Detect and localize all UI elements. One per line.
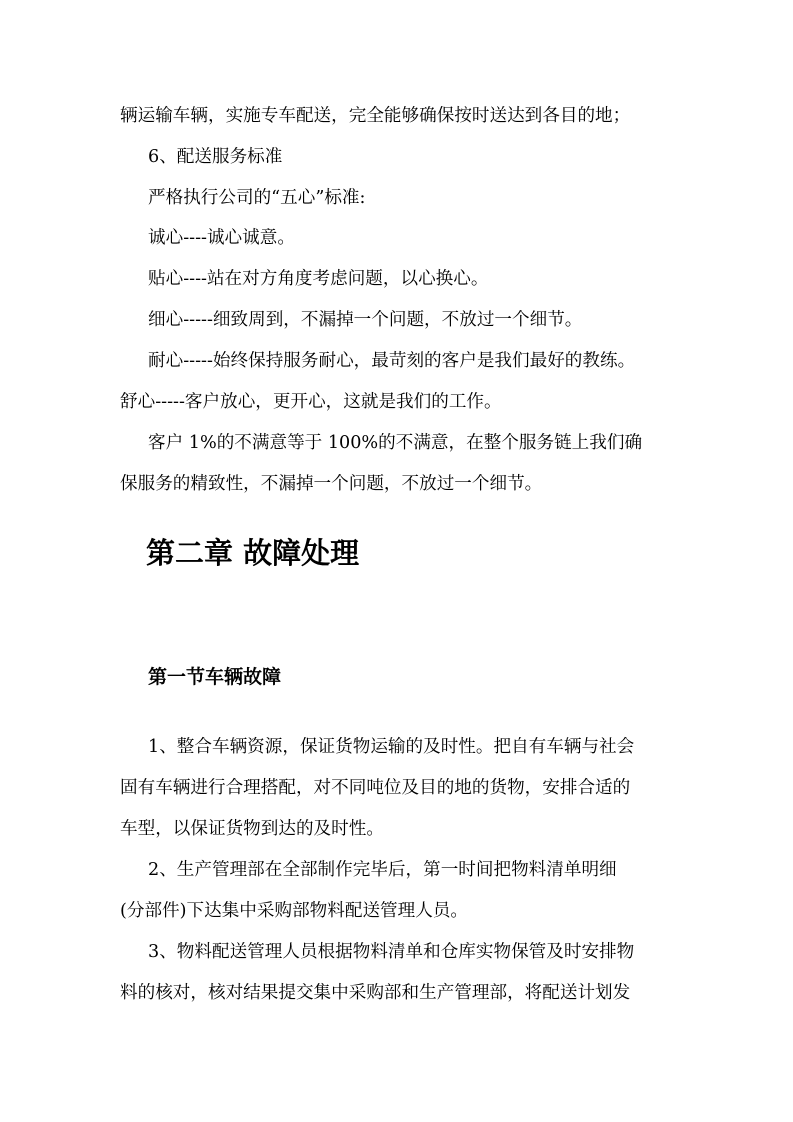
text-line: 6、配送服务标准 — [148, 147, 283, 167]
section-title: 第一节车辆故障 — [148, 666, 282, 688]
text-line: 1、整合车辆资源，保证货物运输的及时性。把自有车辆与社会 — [148, 737, 635, 757]
text-line: 固有车辆进行合理搭配，对不同吨位及目的地的货物，安排合适的 — [120, 778, 631, 798]
text-line: 保服务的精致性，不漏掉一个问题，不放过一个细节。 — [120, 474, 543, 494]
text-line: 贴心----站在对方角度考虑问题，以心换心。 — [148, 269, 489, 289]
text-line: (分部件)下达集中采购部物料配送管理人员。 — [120, 901, 469, 921]
text-line: 料的核对，核对结果提交集中采购部和生产管理部，将配送计划发 — [120, 983, 631, 1003]
text-line: 辆运输车辆，实施专车配送，完全能够确保按时送达到各目的地； — [120, 106, 631, 126]
text-line: 诚心----诚心诚意。 — [148, 228, 295, 248]
text-line: 舒心-----客户放心，更开心，这就是我们的工作。 — [120, 392, 502, 412]
text-line: 车型，以保证货物到达的及时性。 — [120, 819, 384, 839]
text-line: 2、生产管理部在全部制作完毕后，第一时间把物料清单明细 — [148, 860, 617, 880]
text-line: 客户 1%的不满意等于 100%的不满意，在整个服务链上我们确 — [148, 433, 643, 453]
text-line: 耐心-----始终保持服务耐心，最苛刻的客户是我们最好的教练。 — [148, 351, 636, 371]
text-line: 细心-----细致周到，不漏掉一个问题，不放过一个细节。 — [148, 310, 583, 330]
text-line: 3、物料配送管理人员根据物料清单和仓库实物保管及时安排物 — [148, 942, 635, 962]
text-line: 严格执行公司的“五心”标准: — [148, 188, 366, 208]
chapter-title: 第二章 故障处理 — [146, 536, 360, 570]
